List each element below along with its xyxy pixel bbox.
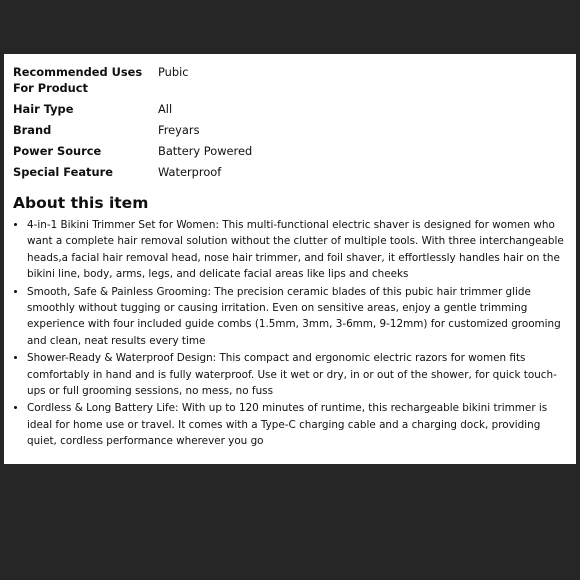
- spec-key: Brand: [13, 123, 52, 137]
- about-bullet-item: • Smooth, Safe & Painless Grooming: The precision ceramic blades of this pubic hair trimmer glide smoothly without tugging or causing irritation. Even on sensitive areas, enjoy a gentle trimming experience with four included guide combs (1.5mm, 3mm, 3-6mm, 9-12mm) for customized grooming and clean, neat results every time: [27, 284, 567, 350]
- spec-row-recommended-uses: [13, 64, 252, 101]
- spec-key: Hair Type: [13, 102, 74, 116]
- spec-value: Pubic: [158, 65, 189, 79]
- about-bullet-item: • Cordless & Long Battery Life: With up to 120 minutes of runtime, this rechargeable bikini trimmer is ideal for home use or travel. It comes with a Type-C charging cable and a charging dock, providing quiet, cordless performance wherever you go: [27, 400, 567, 449]
- spec-value: Waterproof: [158, 165, 222, 179]
- spec-row-special-feature: [13, 164, 252, 185]
- spec-row-power-source: [13, 143, 252, 164]
- about-bullet-list: [13, 217, 567, 450]
- about-section-title: About this item: [13, 194, 149, 212]
- spec-value: Freyars: [158, 123, 200, 137]
- spec-value: All: [158, 102, 173, 116]
- about-bullet-item: • 4-in-1 Bikini Trimmer Set for Women: This multi-functional electric shaver is designed for women who want a complete hair removal solution without the clutter of multiple tools. With three interchangeable heads,a facial hair removal head, nose hair trimmer, and foil shaver, it effortlessly handles hair on the bikini line, body, arms, legs, and delicate facial areas like lips and cheeks: [27, 217, 567, 283]
- product-details-panel: [4, 54, 576, 464]
- spec-row-brand: [13, 122, 252, 143]
- product-specs-table: [13, 64, 252, 185]
- spec-key: Power Source: [13, 144, 102, 158]
- spec-key: Recommended Uses For Product: [13, 65, 143, 95]
- about-bullet-item: • Shower-Ready & Waterproof Design: This compact and ergonomic electric razors for women fits comfortably in hand and is fully waterproof. Use it wet or dry, in or out of the shower, for quick touch-ups or full grooming sessions, no mess, no fuss: [27, 350, 567, 399]
- spec-value: Battery Powered: [158, 144, 253, 158]
- spec-key: Special Feature: [13, 165, 113, 179]
- spec-row-hair-type: [13, 101, 252, 122]
